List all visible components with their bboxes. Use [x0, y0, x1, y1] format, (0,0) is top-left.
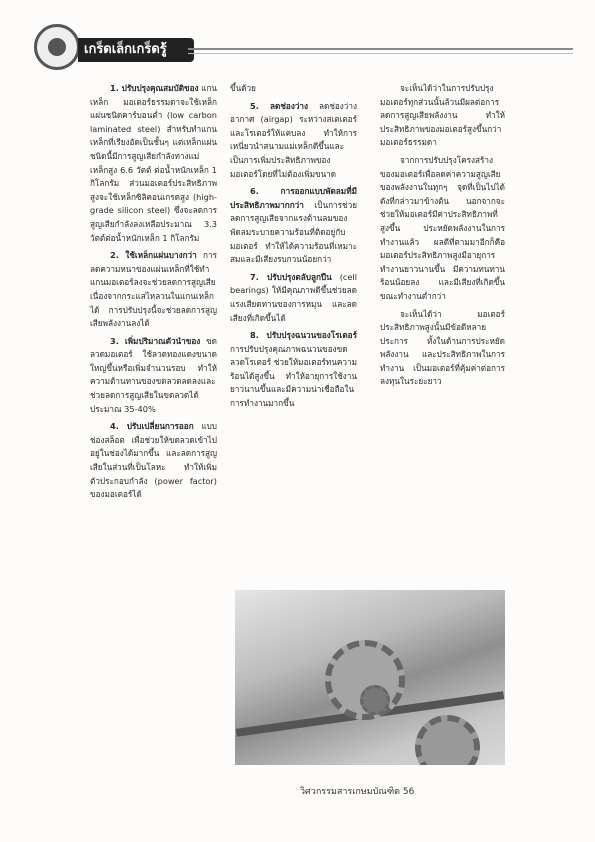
paragraph-text: ลดช่องว่างอากาศ (airgap) ระหว่างสเตเตอร์และโรเตอร์ให้แคบลง ทำให้การเหนี่ยวนำสนามแม่เหล็กดีขึ้นและเป็นการเพิ่มประสิทธิภาพของมอเตอร์โดยที่ไม่ต้องเพิ่มขนาด [230, 100, 357, 179]
paragraph-text: แกนเหล็ก มอเตอร์ธรรมดาจะใช้เหล็กแผ่นชนิดคาร์บอนต่ำ (low carbon laminated steel) สำหรับทำแกนเหล็กที่เรียงอัดเป็นชั้นๆ แต่เหล็กแผ่นชนิดนี้มีการสูญเสียกำลังทางแม่เหล็กสูง 6.6 วัตต์ ต่อน้ำหนักเหล็ก 1 กิโลกรัม ส่วนมอเตอร์ประสิทธิภาพสูงจะใช้เหล็กซิลิคอนเกรดสูง (high-grade silicon steel) ซึ่งจะลดการสูญเสียกำลังลงเหลือประมาณ 3.3 วัตต์ต่อน้ำหนักเหล็ก 1 กิโลกรัม [90, 83, 217, 243]
paragraph-heading: 2. ใช้เหล็กแผ่นบางกว่า [110, 250, 197, 261]
paragraph [230, 82, 357, 96]
gear-hub-icon [360, 685, 390, 715]
motor-photo [235, 590, 505, 765]
paragraph-text: การปรับปรุงคุณภาพฉนวนของขดลวดโรเตอร์ ช่วยให้มอเตอร์ทนความร้อนได้สูงขึ้น ทำให้อายุการใช้งานยาวนานขึ้นและมีความน่าเชื่อถือในการทำงานมากขึ้น [230, 343, 357, 409]
paragraph [230, 100, 357, 182]
paragraph [380, 308, 505, 390]
paragraph [90, 82, 217, 245]
paragraph-heading: 8. ปรับปรุงฉนวนของโรเตอร์ [250, 330, 357, 341]
page-footer: วิศวกรรมสารเกษมบัณฑิต 56 [300, 787, 415, 797]
paragraph-heading: 5. ลดช่องว่าง [250, 100, 309, 111]
paragraph [230, 185, 357, 267]
paragraph [380, 154, 505, 304]
paragraph [230, 329, 357, 411]
paragraph [90, 335, 217, 417]
paragraph [380, 82, 505, 150]
text-column-3 [380, 82, 505, 393]
page-header [20, 20, 575, 70]
header-divider [188, 48, 573, 50]
paragraph-heading: 3. เพิ่มปริมาณตัวนำของ [110, 335, 201, 346]
paragraph [230, 271, 357, 325]
paragraph-heading: 1. ปรับปรุงคุณสมบัติของ [110, 83, 199, 93]
paragraph-text: จะเห็นได้ว่า มอเตอร์ประสิทธิภาพสูงนั้นมีข้อดีหลายประการ ทั้งในด้านการประหยัดพลังงาน และประสิทธิภาพในการทำงาน เป็นมอเตอร์ที่คุ้มค่าต่อการลงทุนในระยะยาว [380, 308, 505, 387]
section-title: เกร็ดเล็กเกร็ดรู้ [78, 38, 194, 62]
paragraph-text: แบบช่องสล็อต เพื่อช่วยให้ขดลวดเข้าไปอยู่ในช่องได้มากขึ้น และลดการสูญเสียในส่วนที่เป็นโลหะ ทำให้เพิ่มตัวประกอบกำลัง (power factor) ของมอเตอร์ได้ [90, 421, 217, 500]
paragraph-text: จะเห็นได้ว่าในการปรับปรุงมอเตอร์ทุกส่วนนั้นล้วนมีผลต่อการลดการสูญเสียพลังงาน ทำให้ประสิทธิภาพของมอเตอร์สูงขึ้นกว่ามอเตอร์ธรรมดา [380, 83, 505, 148]
paragraph-heading: 6. การออกแบบพัดลมที่มีประสิทธิภาพมากกว่า [230, 186, 357, 210]
paragraph [90, 249, 217, 331]
paragraph-heading: 7. ปรับปรุงตลับลูกปืน [250, 271, 332, 282]
paragraph-text: จากการปรับปรุงโครงสร้างของมอเตอร์เพื่อลดค่าความสูญเสียของพลังงานในทุกๆ จุดที่เป็นไปได้ ดังที่กล่าวมาข้างต้น นอกจากจะช่วยให้มอเตอร์มีค่าประสิทธิภาพที่สูงขึ้น ประหยัดพลังงานในการทำงานแล้ว ผลดีที่ตามมาอีกก็คือ มอเตอร์ประสิทธิภาพสูงมีอายุการทำงานยาวนานขึ้น มีความทนทาน ร้อนน้อยลง และมีเสียงที่เกิดขึ้นขณะทำงานต่ำกว่า [380, 154, 505, 301]
paragraph-text: การลดความหนาของแผ่นเหล็กที่ใช้ทำแกนมอเตอร์ลงจะช่วยลดการสูญเสียเนื่องจากกระแสไหลวนในแกนเหล็กได้ การปรับปรุงนี้จะช่วยลดการสูญเสียพลังงานลงได้ [90, 250, 217, 329]
text-column-2 [230, 82, 357, 415]
text-column-1 [90, 82, 217, 506]
gear-icon [415, 715, 480, 765]
paragraph-text: ขึ้นด้วย [230, 83, 256, 93]
paragraph-text: ขดลวดมอเตอร์ ใช้ลวดทองแดงขนาดใหญ่ขึ้นหรือเพิ่มจำนวนรอบ ทำให้ความต้านทานของขดลวดลดลงและช่วยลดการสูญเสียในขดลวดได้ประมาณ 35-40% [90, 335, 217, 414]
section-logo-icon [34, 24, 80, 70]
paragraph-text: เป็นการช่วยลดการสูญเสียจากแรงต้านลมของพัดลมระบายความร้อนที่ติดอยู่กับมอเตอร์ ทำให้ได้ความร้อนที่เหมาะสมและมีเสียงรบกวนน้อยกว่า [230, 199, 357, 265]
header-divider-thin [188, 53, 573, 54]
paragraph [90, 420, 217, 502]
paragraph-text: (cell bearings) ให้มีคุณภาพดีขึ้นช่วยลดแรงเสียดทานของการหมุน และลดเสียงที่เกิดขึ้นได้ [230, 271, 357, 323]
paragraph-heading: 4. ปรับเปลี่ยนการออก [110, 421, 194, 432]
